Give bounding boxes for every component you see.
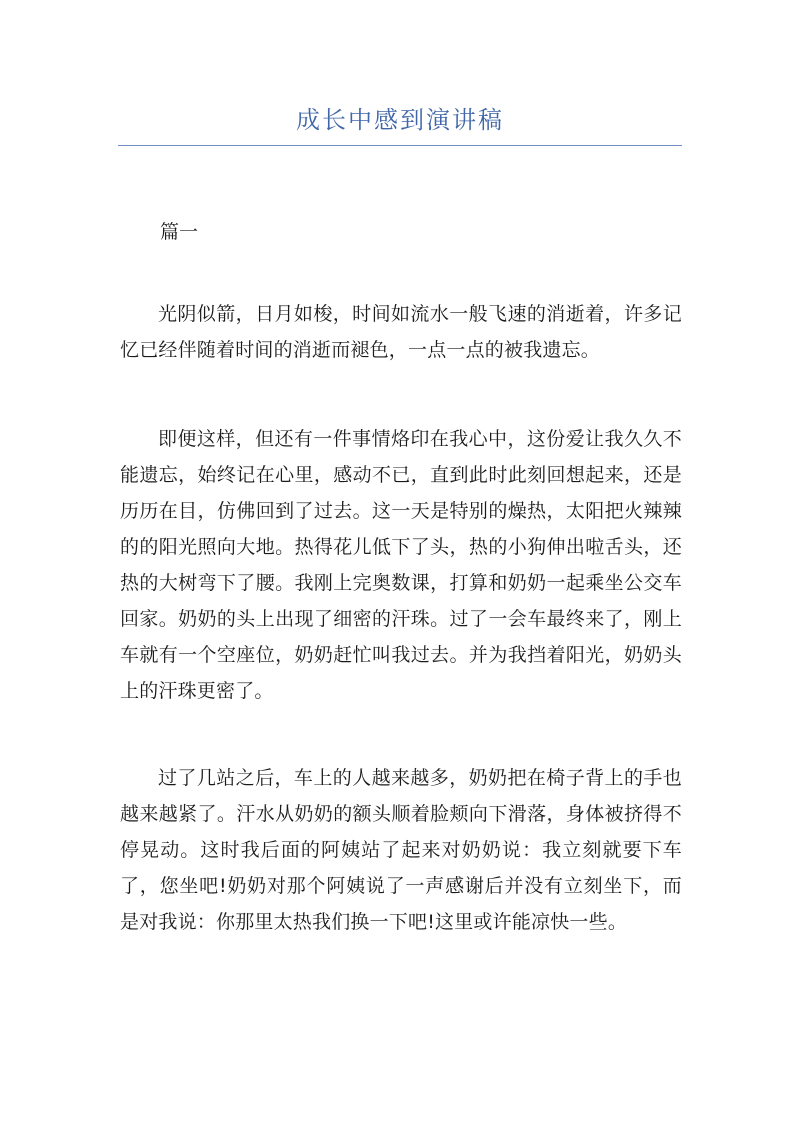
title-divider — [118, 145, 682, 146]
paragraph-1: 光阴似箭，日月如梭，时间如流水一般飞速的消逝着，许多记忆已经伴随着时间的消逝而褪色，一点一点的被我遗忘。 — [120, 303, 682, 361]
paragraph-3: 过了几站之后，车上的人越来越多，奶奶把在椅子背上的手也越来越紧了。汗水从奶奶的额头顺着脸颊向下滑落，身体被挤得不停晃动。这时我后面的阿姨站了起来对奶奶说：我立刻就要下车了，您坐吧!奶奶对那个阿姨说了一声感谢后并没有立刻坐下，而是对我说：你那里太热我们换一下吧!这里或许能凉快一些。 — [120, 767, 682, 933]
paragraph-2: 即便这样，但还有一件事情烙印在我心中，这份爱让我久久不能遗忘，始终记在心里，感动不已，直到此时此刻回想起来，还是历历在目，仿佛回到了过去。这一天是特别的燥热，太阳把火辣辣的的阳光照向大地。热得花儿低下了头，热的小狗伸出啦舌头，还热的大树弯下了腰。我刚上完奥数课，打算和奶奶一起乘坐公交车回家。奶奶的头上出现了细密的汗珠。过了一会车最终来了，刚上车就有一个空座位，奶奶赶忙叫我过去。并为我挡着阳光，奶奶头上的汗珠更密了。 — [120, 428, 682, 702]
section-heading: 篇一 — [160, 221, 199, 243]
document-title: 成长中感到演讲稿 — [296, 106, 504, 134]
